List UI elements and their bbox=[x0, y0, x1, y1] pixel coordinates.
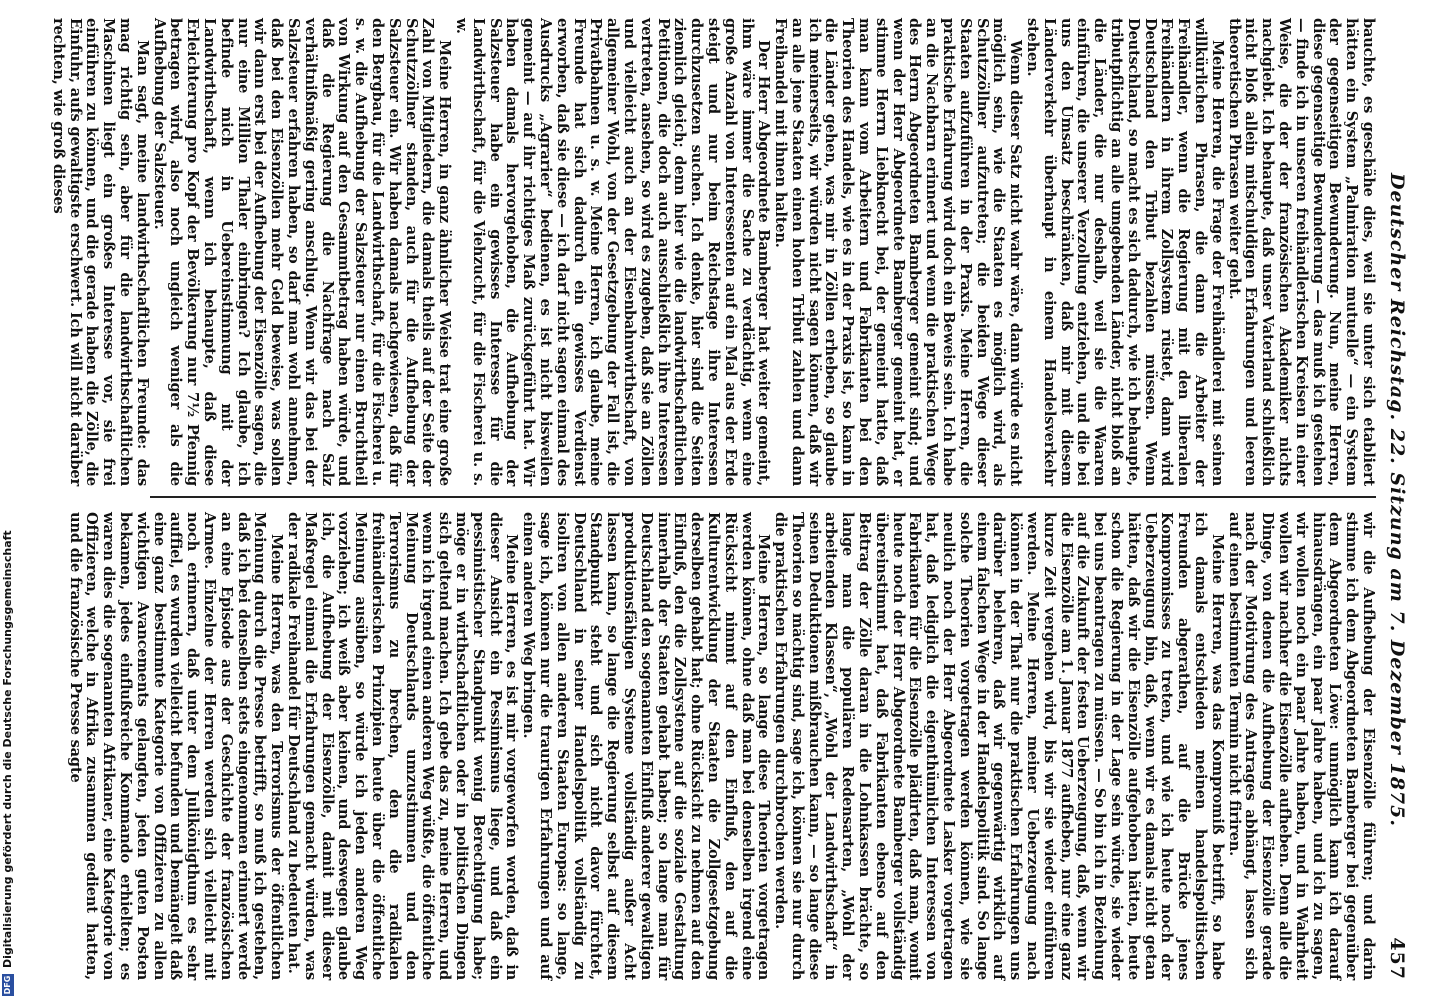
text-column-right bbox=[66, 512, 1377, 980]
text-column-left bbox=[49, 18, 1377, 486]
running-title: Deutscher Reichstag. 22. Sitzung am 7. Dezember 1875. bbox=[1386, 173, 1408, 827]
page-header bbox=[1384, 20, 1408, 980]
paragraph: Meine Herren, was den Terrorismus der öffentlichen Meinung durch die Presse betrifft, so muß ich gestehen, daß ich bei denselben stets eingenommen erinnert werde an eine Episode aus der Geschichte der französischen Armee. Einzelne der Herren werden sich vielleicht mit noch erinnern, daß unter dem Julikönigthum es sehr auffiel, es wurden vielleicht befunden und bemängelt daß eine ganz bestimmte Kategorie von Offizieren zu allen wichtigen Avancements gelangten, jeden guten Posten bekamen, jedes einflußreiche Kommando erhielten; es waren dies die sogenannten Afrikaner, eine Kategorie von Offizieren, welche in Afrika zusammen gedient hatten, und die französische Presse sagte bbox=[66, 512, 286, 980]
scanned-page bbox=[49, 0, 1432, 1000]
paragraph: Meine Herren, was das Kompromiß betrifft, so habe ich damals entschieden meinen handelspolitischen Freunden abgerathen, auf die Brücke jenes Kompromisses zu treten, und wie ich heute noch der Ueberzeugung bin, daß, wenn wir es damals nicht getan hätten, daß wir die Eisenzölle aufgehoben hätten, heute schon die Regierung in der Lage sein würde, sie wieder bei uns beantragen zu müssen. — So bin ich in Beziehung auf die Zukunft der festen Ueberzeugung, daß, wenn wir die Eisenzölle am 1. Januar 1877 aufheben, nur eine ganz kurze Zeit vergehen wird, bis wir sie wieder einführen werden. Meine Herren, meiner Ueberzeugung nach können in der That nur die praktischen Erfahrungen uns darüber belehren, daß wir gegenwärtig wirklich auf einem falschen Wege in der Handelspolitik sind. So lange solche Theorien vorgetragen werden können, wie sie neulich noch der Herr Abgeordnete Lasker vorgetragen hat, daß lediglich die eigenthümlichen Interessen von Fabrikanten für die Eisenzölle plädirten, daß man, womit heute noch der Herr Abgeordnete Bamberger vollständig übereinstimmt hat, daß Fabrikanten ebenso auf den Beitrag der Zölle daran in die Lohnkassen brächte, so lange man die populären Redensarten, „Wohl der arbeitenden Klassen“, „Wohl der Landwirthschaft“ in seinen Deduktionen mißbrauchen kann, — so lange diese Theorien so mächtig sind, sage ich, können sie nur durch die praktischen Erfahrungen durchbrochen werden. bbox=[772, 512, 1226, 980]
paragraph: Meine Herren, in ganz ähnlicher Weise trat eine große Zahl von Mitgliedern, die damals theils auf der Seite der Schutzzöllner standen, auch für die Aufhebung der Salzsteuer ein. Wir haben damals nachgewiesen, daß für den Bergbau, für die Landwirthschaft, für die Fischerei u. s. w. die Aufhebung der Salzsteuer nur einen Bruchtheil von Wirkung auf den Gesammtbetrag haben würde, und daß die Regierung die Nachfrage nach Salz verhältnißmäßig gering anschlug. Wenn wir das bei der Salzsteuer erfahren haben, so darf man wohl annehmen, daß bei den Eisenzöllen mehr Geld beweise, was sollen wir dann erst bei der Aufhebung der Eisenzölle sagen, die nur eine Million Thaler einbringen? Ich glaube, ich befinde mich in Uebereinstimmung mit der Landwirthschaft, wenn ich behaupte, daß diese Erleichterung pro Kopf der Bevölkerung nur 7½ Pfennig betragen wird, also noch ungleich weniger als die Aufhebung der Salzsteuer. bbox=[150, 18, 454, 486]
paragraph: Man sagt, meine landwirthschaftlichen Freunde: das mag richtig sein, aber für die landwirthschaftlichen Maschinen liegt ein großes Interesse vor, sie frei einführen zu können, und die gerade haben die Zölle, die Einfuhr, aufs gewaltigste erschwert. Ich will nicht darüber rechten, wie groß dieses bbox=[49, 18, 151, 486]
paragraph: bauchte, es geschähe dies, weil sie unter sich etabliert hätten ein System „Palmiration mutuelle“ — ein System der gegenseitigen Bewunderung. Nun, meine Herren, diese gegenseitige Bewunderung — das muß ich gestehen — finde ich in unseren freihändlerischen Kreisen in einer Weise, die der der französischen Akademiker nichts nachgiebt. Ich behaupte, daß unser Vaterland schließlich nicht bloß allein mitschuldigen Erfahrungen und leeren theoretischen Phrasen weiter geht. bbox=[1225, 18, 1377, 486]
paragraph: wir die Aufhebung der Eisenzölle führen; und darin stimme ich dem Abgeordneten Bamberger bei gegenüber dem Abgeordneten Löwe: unmöglich kann ich darauf hinausdrängen, ein paar Jahre haben, und ich zu sagen, wir wollen noch ein paar Jahre haben, und in Wahrheit wollen wir nachher die Eisenzölle aufheben. Denn alle die Dinge, von denen die Aufhebung der Eisenzölle gerade nach der Motivirung des Antrages abhängt, lassen sich auf einen bestimmten Termin nicht firiren. bbox=[1225, 512, 1377, 980]
dfg-logo-icon: DFG bbox=[3, 975, 12, 995]
paragraph: Meine Herren, so lange diese Theorien vorgetragen werden können, ohne daß man bei denselben irgend eine Rücksicht nimmt auf den Einfluß, den auf die Kulturentwicklung der Staaten die Zollgesetzgebung derselben gehabt hat; ohne Rücksicht zu nehmen auf den Einfluß, den die Zollsysteme auf die soziale Gestaltung innerhalb der Staaten gehabt haben; so lange man für Deutschland den sogenannten Einfluß anderer gewaltigen produktionsfähigen Systeme vollständig außer Acht lassen kann, so lange die Regierung selbst auf diesem Standpunkt steht und sich nicht davor fürchtet, Deutschland in seiner Handelspolitik vollständig zu isoliren von allen anderen Staaten Europas: so lange, sage ich, können nur die traurigen Erfahrungen und auf einen anderen Weg bringen. bbox=[520, 512, 773, 980]
credit-text: Digitalisierung gefördert durch die Deutsche Forschungsgemeinschaft bbox=[1, 530, 14, 968]
paragraph: Meine Herren, es ist mir vorgeworfen worden, daß in dieser Ansicht ein Pessimismus liege, und daß ein pessimistischer Standpunkt wenig Berechtigung habe; möge er in wirthschaftlichen oder in politischen Dingen sich geltend machen. Ich gebe das zu, meine Herren, und wenn ich irgend einen anderen Weg wüßte, die öffentliche Meinung Deutschlands umzustimmen und den Terrorismus zu brechen, den die radikalen freihändlerischen Prinzipien heute über die öffentliche Meinung ausüben, so würde ich jeden anderen Weg vorziehen; ich weiß aber keinen, und deswegen glaube ich, die Aufhebung der Eisenzölle, damit mit dieser Maßregel einmal die Erfahrungen gemacht würden, was der radikale Freihandel für Deutschland zu bedeuten hat. bbox=[285, 512, 521, 980]
column-divider bbox=[150, 496, 1376, 498]
paragraph: Meine Herren, die Frage der Freihändlerei mit seinen willkürlichen Phrasen, die dann die Arbeiter der Freihändler, wenn die Regierung mit den liberalen Freihändlern in ihrem Zollsystem rüstet, dann wird Deutschland den Tribut bezahlen müssen. Wenn Deutschland, so macht es sich dadurch, wie ich behaupte, tributpflichtig an alle umgebenden Länder, nicht bloß an die Länder, die nur deshalb, weil sie die Waaren einführen, die unserer Verzollung entziehen, und die bei uns den Umsatz beschränken, daß mir mit diesem Länderverkehr überhaupt in einem Handelsverkehr stehen. bbox=[1024, 18, 1226, 486]
paragraph: Der Herr Abgeordnete Bamberger hat weiter gemeint, ihm wäre immer die Sache zu verdächtig, wenn eine große Anzahl von Interessenten auf ein Mal aus der Erde steigt und nur beim Reichstage ihre Interessen durchzusetzen suchen. Ich denke, hier sind die Seiten ziemlich gleich; denn hier wie die landwirthschaftlichen Petitionen, die doch auch ausschließlich ihre Interessen vertreten, ansehen, so wird es zugeben, daß sie an Zöllen und vielleicht auch an der Eisenbahnwirthschaft, von allgemeiner Wohl, von der Gesetzgebung der Fall ist, die Privatbahnen u. s. w. Meine Herren, ich glaube, meine Freunde hat sich dadurch ein gewisses Verdienst erworben, daß sie diese — ich darf nicht sagen einmal des Ausdrucks „Agrarier“ bedienen, es ist nicht bisweilen gemeint — auf ihr richtiges Maß zurückgeführt hat. Wir haben damals hervorgehoben, die Aufhebung der Salzsteuer habe ein gewisses Interesse für die Landwirthschaft, für die Viehzucht, für die Fischerei u. s. w. bbox=[452, 18, 773, 486]
page-number: 457 bbox=[1386, 937, 1408, 980]
digitization-credit bbox=[2, 0, 16, 1000]
paragraph: Wenn dieser Satz nicht wahr wäre, dann würde es nicht möglich sein, wie die Staaten es möglich wird, als Schutzzöllner aufzutreten; die beiden Wege dieser Staaten aufzuführen in der Praxis. Meine Herren, die praktische Erfahrung wird doch ein Beweis sein. Ich habe an die Nachbarn erinnert und wenn die praktischen Wege des Herrn Abgeordneten Bamberger gemeint sind; und wenn der Herr Abgeordnete Bamberger gemeint hat, er stimme Herrn Liebknecht bei, der gemeint hatte, daß man kann vom Arbeitern und Fabrikanten bei den Theorien des Handels, wie es in der Praxis ist, so kann in die Länder gehen, was mir in Zöllen erheben, so glaube ich meinerseits, wir würden nicht sagen können, daß wir an alle jene Staaten einen hohen Tribut zahlen und dann Freihandel mit ihnen halten. bbox=[772, 18, 1025, 486]
